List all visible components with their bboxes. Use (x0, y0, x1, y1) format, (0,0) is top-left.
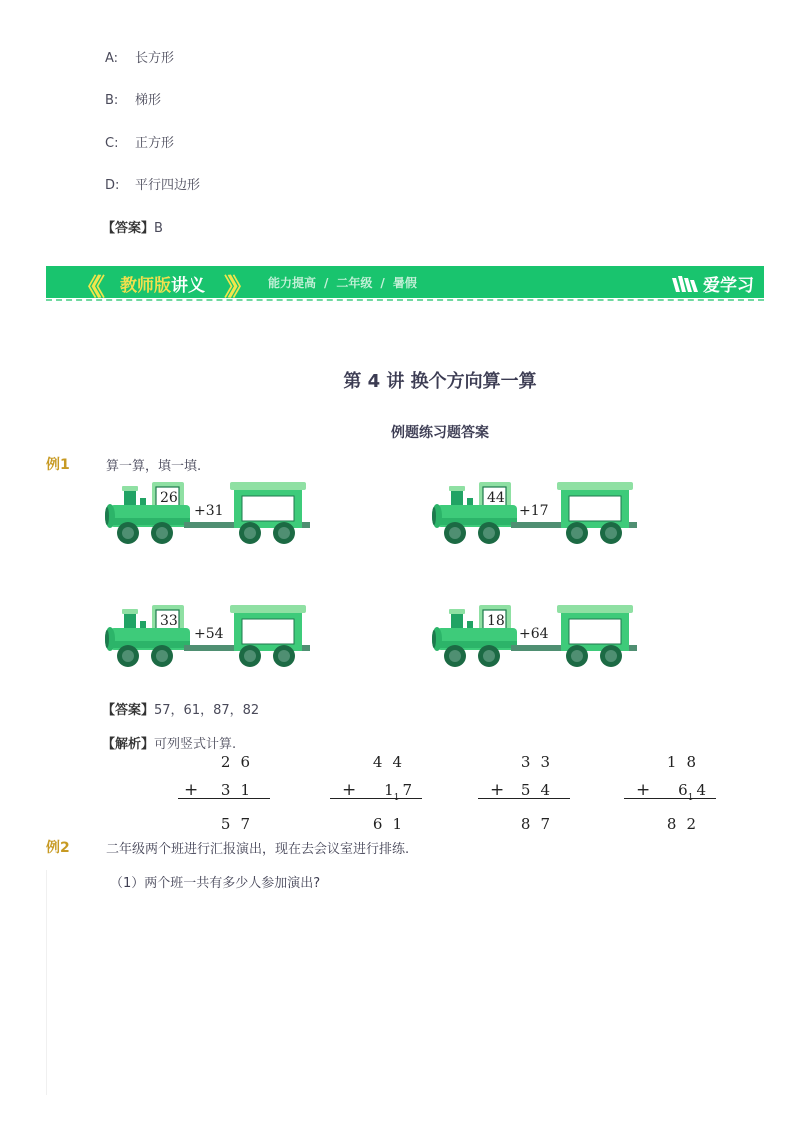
example-2-subquestion-1: （1）两个班一共有多少人参加演出? (110, 876, 321, 891)
train-3 (104, 605, 314, 675)
plus-sign: + (636, 780, 651, 800)
example-2-label: 例2 (46, 840, 70, 856)
calc-addend: 54 (520, 781, 560, 799)
answer-value: B (154, 221, 163, 236)
train-box-number: 26 (160, 490, 178, 506)
banner-dashed-rule (46, 299, 764, 301)
example-1-answer (102, 699, 259, 718)
calc-addend: 31 (220, 781, 260, 799)
option-letter: C: (105, 136, 119, 151)
calc-rule (624, 798, 716, 799)
calc-top-number: 44 (372, 753, 412, 771)
option-text: 平行四边形 (135, 178, 201, 193)
analysis-tag: 【解析】 (102, 737, 155, 752)
crumb-1: 能力提高 (268, 276, 317, 290)
example-2-prompt: 二年级两个班进行汇报演出，现在去会议室进行排练. (106, 842, 410, 857)
option-text: 梯形 (135, 93, 162, 108)
calc-rule (478, 798, 570, 799)
calc-result: 61 (372, 815, 412, 833)
option-c (105, 132, 174, 151)
header-banner (46, 266, 764, 301)
train-operation: +31 (194, 503, 224, 519)
train-box-number: 44 (487, 490, 505, 506)
train-operation: +17 (519, 503, 549, 519)
calc-result: 82 (666, 815, 706, 833)
calc-top-number: 18 (666, 753, 706, 771)
vertical-calc-3 (478, 752, 574, 834)
train-1 (104, 482, 314, 552)
calc-result: 87 (520, 815, 560, 833)
calc-addend-with-carry: $1_1$ 7 (384, 781, 412, 803)
option-b (105, 89, 161, 108)
banner-title (120, 271, 205, 296)
train-operation: +54 (194, 626, 224, 642)
margin-rule (46, 870, 47, 1095)
carry-digit: 1 (687, 793, 694, 803)
crumb-2: 二年级 (336, 276, 373, 290)
plus-sign: + (490, 780, 505, 800)
crumb-3: 暑假 (392, 276, 417, 290)
option-text: 正方形 (135, 136, 175, 151)
double-chevron-right-icon: 》》 (224, 273, 246, 301)
option-text: 长方形 (135, 51, 175, 66)
train-operation: +64 (519, 626, 549, 642)
vertical-calc-1 (178, 752, 274, 834)
brand-name: 爱学习 (703, 276, 754, 296)
train-box-number: 33 (160, 613, 178, 629)
section-title: 例题练习题答案 (391, 425, 489, 441)
double-chevron-left-icon: 《《 (76, 273, 98, 301)
banner-title-part1: 教师版 (120, 276, 171, 296)
vertical-calc-4 (624, 752, 720, 834)
analysis-value: 可列竖式计算. (154, 737, 237, 752)
train-2 (431, 482, 641, 552)
answer-tag: 【答案】 (102, 221, 155, 236)
option-letter: B: (105, 93, 119, 108)
option-d (105, 174, 200, 193)
plus-sign: + (184, 780, 199, 800)
calc-result: 57 (220, 815, 260, 833)
calc-rule (178, 798, 270, 799)
example-1-analysis (102, 733, 236, 752)
lecture-title: 第 4 讲 换个方向算一算 (343, 371, 537, 392)
plus-sign: + (342, 780, 357, 800)
option-a (105, 47, 174, 66)
banner-title-part2: 讲义 (171, 276, 205, 296)
breadcrumb: 能力提高 / 二年级 / 暑假 (268, 276, 417, 290)
vertical-calc-2 (330, 752, 426, 834)
example-1-label: 例1 (46, 457, 70, 473)
calc-addend-with-carry: $6_1$ 4 (678, 781, 706, 803)
option-letter: A: (105, 51, 119, 66)
calc-top-number: 26 (220, 753, 260, 771)
question-answer (102, 217, 163, 236)
train-4 (431, 605, 641, 675)
carry-digit: 1 (393, 793, 400, 803)
brand-mark-icon (671, 274, 699, 294)
example-1-prompt: 算一算，填一填. (106, 459, 202, 474)
brand-logo (671, 271, 754, 296)
option-letter: D: (105, 178, 120, 193)
train-box-number: 18 (487, 613, 505, 629)
answer-tag: 【答案】 (102, 703, 155, 718)
answer-value: 57，61，87，82 (154, 703, 260, 718)
calc-rule (330, 798, 422, 799)
calc-top-number: 33 (520, 753, 560, 771)
